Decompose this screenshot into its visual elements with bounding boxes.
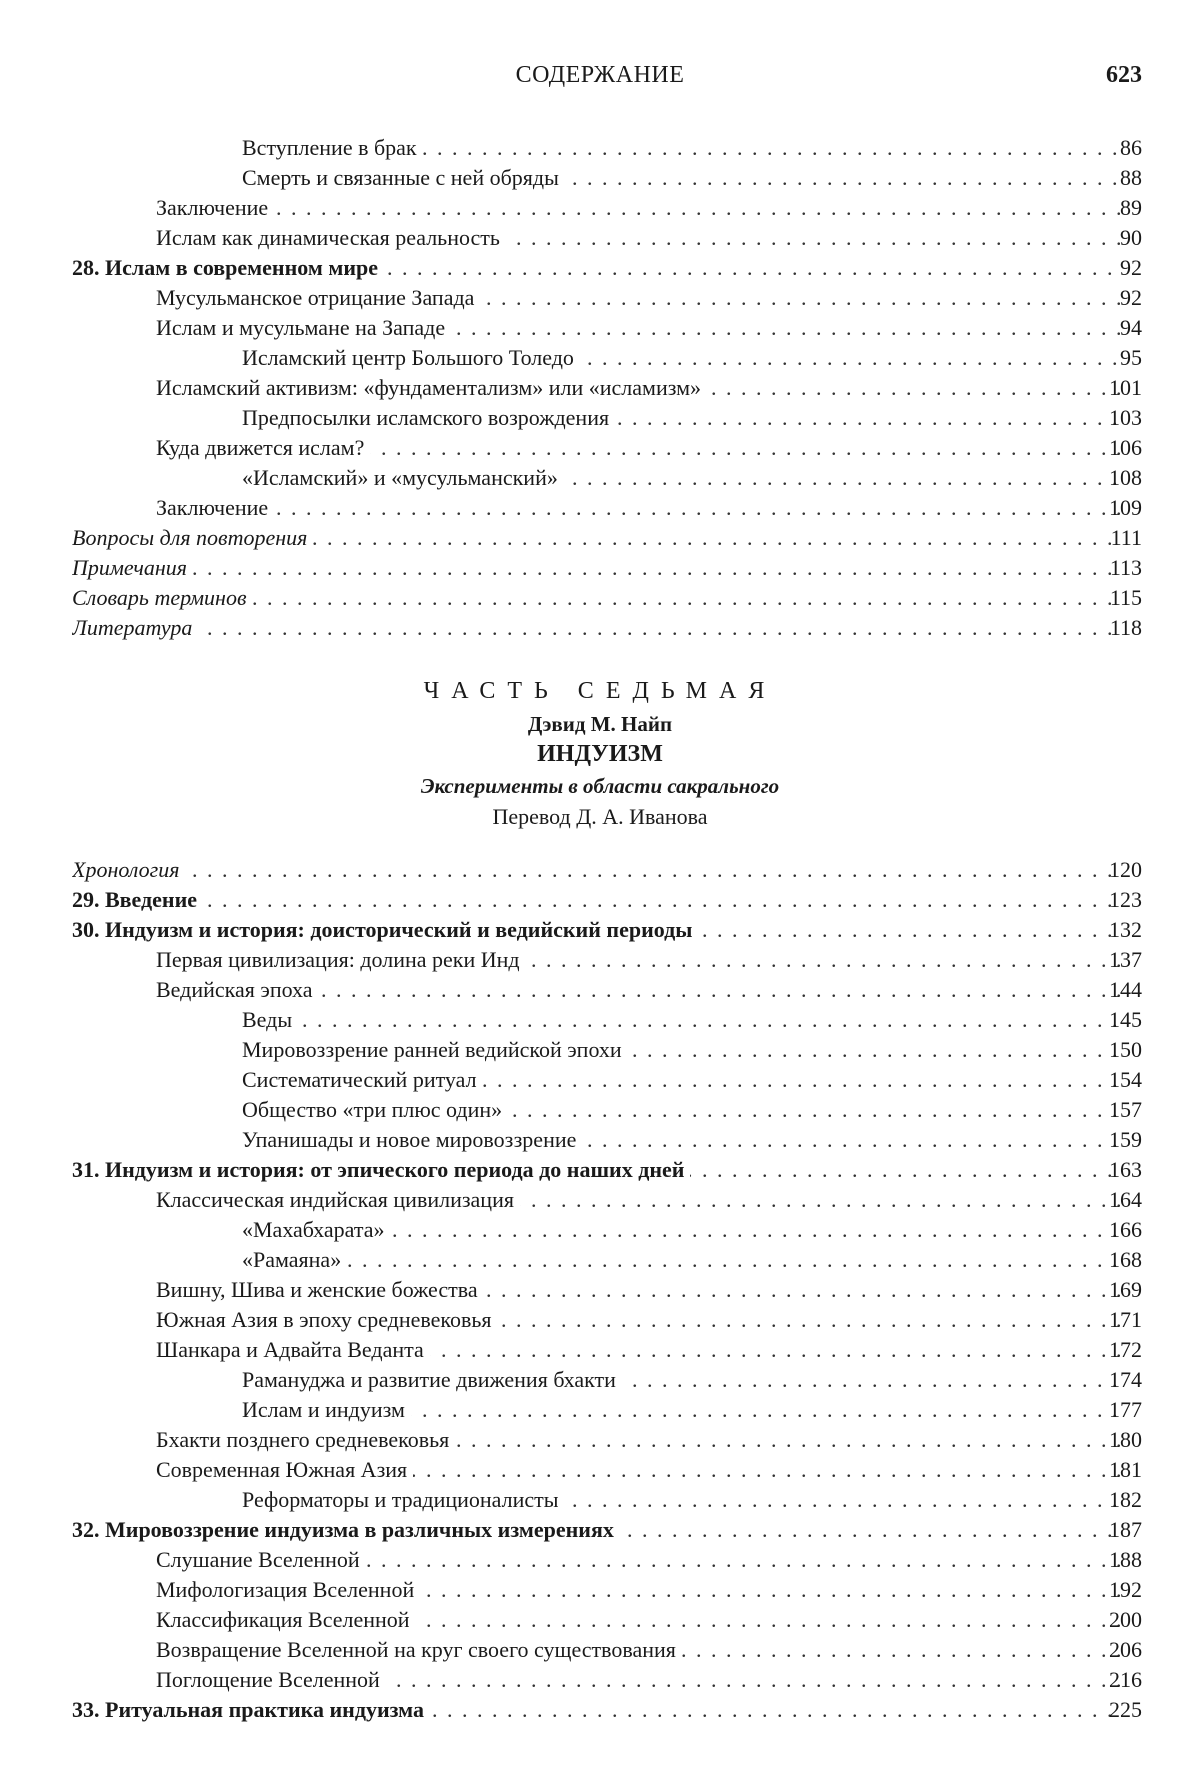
toc-entry-page: 159 — [1109, 1127, 1142, 1152]
toc-entry-leader — [156, 1335, 1120, 1365]
toc-entry-leader — [156, 283, 1120, 313]
toc-entry-title: Ислам и мусульмане на Западе — [156, 315, 451, 340]
toc-entry-page: 92 — [1120, 255, 1142, 280]
toc-entry-title: Заключение — [156, 195, 274, 220]
toc-entry — [0, 193, 1200, 223]
toc-entry-title: Мировоззрение ранней ведийской эпохи — [242, 1037, 628, 1062]
toc-entry-title: Бхакти позднего средневековья — [156, 1427, 455, 1452]
toc-entry-page: 144 — [1109, 977, 1142, 1002]
toc-entry — [0, 1095, 1200, 1125]
toc-entry — [0, 1035, 1200, 1065]
toc-entry — [0, 1695, 1200, 1725]
toc-entry-leader — [242, 1035, 1120, 1065]
toc-entry — [0, 373, 1200, 403]
toc-entry-page: 157 — [1109, 1097, 1142, 1122]
toc-entry-leader — [242, 1215, 1120, 1245]
toc-entry — [0, 1605, 1200, 1635]
toc-entry-title: Ислам как динамическая реальность — [156, 225, 506, 250]
toc-entry — [0, 493, 1200, 523]
toc-entry-page: 181 — [1109, 1457, 1142, 1482]
toc-entry-leader — [72, 1515, 1120, 1545]
toc-entry-title: Предпосылки исламского возрождения — [242, 405, 615, 430]
toc-entry-title: Куда движется ислам? — [156, 435, 370, 460]
part-subtitle: Эксперименты в области сакрального — [420, 774, 780, 798]
toc-entry — [0, 583, 1200, 613]
toc-entry-page: 89 — [1120, 195, 1142, 220]
toc-entry-page: 123 — [1109, 887, 1142, 912]
toc-entry-page: 132 — [1109, 917, 1142, 942]
toc-entry-leader — [156, 223, 1120, 253]
toc-entry-title: 31. Индуизм и история: от эпического периода до наших дней — [72, 1157, 690, 1182]
toc-entry-leader — [156, 1185, 1120, 1215]
toc-entry-page: 180 — [1109, 1427, 1142, 1452]
toc-entry — [0, 855, 1200, 885]
toc-entry-leader — [72, 1155, 1120, 1185]
toc-entry-title: 28. Ислам в современном мире — [72, 255, 384, 280]
toc-entry — [0, 915, 1200, 945]
toc-entry-leader — [72, 613, 1120, 643]
toc-entry — [0, 1425, 1200, 1455]
toc-entry-leader — [156, 493, 1120, 523]
toc-entry-page: 109 — [1109, 495, 1142, 520]
toc-entry-leader — [156, 1545, 1120, 1575]
toc-entry-title: Заключение — [156, 495, 274, 520]
toc-entry-title: Классификация Вселенной — [156, 1607, 416, 1632]
toc-entry — [0, 613, 1200, 643]
toc-entry-leader — [72, 885, 1120, 915]
toc-entry-page: 172 — [1109, 1337, 1142, 1362]
toc-entry — [0, 1065, 1200, 1095]
toc-entry — [0, 1575, 1200, 1605]
toc-entry-page: 168 — [1109, 1247, 1142, 1272]
toc-entry-leader — [242, 1005, 1120, 1035]
toc-entry — [0, 1275, 1200, 1305]
toc-entry-leader — [72, 915, 1120, 945]
toc-entry — [0, 1005, 1200, 1035]
toc-entry-page: 200 — [1109, 1607, 1142, 1632]
toc-entry-page: 206 — [1109, 1637, 1142, 1662]
toc-entry-page: 86 — [1120, 135, 1142, 160]
toc-entry-leader — [72, 583, 1120, 613]
toc-entry-page: 216 — [1109, 1667, 1142, 1692]
toc-list-hinduism — [0, 855, 1200, 1725]
toc-entry — [0, 1515, 1200, 1545]
toc-entry-title: Слушание Вселенной — [156, 1547, 366, 1572]
toc-entry-page: 111 — [1110, 525, 1142, 550]
toc-entry-leader — [72, 253, 1120, 283]
toc-entry-title: Исламский центр Большого Толедо — [242, 345, 580, 370]
toc-entry-page: 145 — [1109, 1007, 1142, 1032]
page-header — [0, 62, 1200, 102]
toc-entry-leader — [156, 945, 1120, 975]
toc-entry-title: Общество «три плюс один» — [242, 1097, 508, 1122]
toc-entry-leader — [156, 1455, 1120, 1485]
toc-entry-leader — [156, 975, 1120, 1005]
toc-entry — [0, 253, 1200, 283]
toc-entry-page: 169 — [1109, 1277, 1142, 1302]
toc-entry-title: Рамануджа и развитие движения бхакти — [242, 1367, 622, 1392]
toc-entry-title: Современная Южная Азия — [156, 1457, 413, 1482]
toc-entry — [0, 283, 1200, 313]
toc-entry-page: 225 — [1109, 1697, 1142, 1722]
toc-entry — [0, 313, 1200, 343]
toc-entry — [0, 1215, 1200, 1245]
toc-entry-title: Возвращение Вселенной на круг своего существования — [156, 1637, 682, 1662]
toc-entry-leader — [242, 463, 1120, 493]
toc-entry-page: 166 — [1109, 1217, 1142, 1242]
toc-entry — [0, 1455, 1200, 1485]
toc-entry — [0, 403, 1200, 433]
toc-entry — [0, 1365, 1200, 1395]
toc-entry-title: Первая цивилизация: долина реки Инд — [156, 947, 526, 972]
toc-entry — [0, 1155, 1200, 1185]
toc-entry-title: Исламский активизм: «фундаментализм» или «исламизм» — [156, 375, 707, 400]
toc-entry — [0, 1485, 1200, 1515]
toc-entry — [0, 163, 1200, 193]
toc-entry-leader — [242, 1365, 1120, 1395]
toc-entry-title: 30. Индуизм и история: доисторический и ведийский периоды — [72, 917, 698, 942]
toc-entry-page: 150 — [1109, 1037, 1142, 1062]
toc-entry — [0, 1185, 1200, 1215]
toc-entry-page: 95 — [1120, 345, 1142, 370]
toc-entry-page: 113 — [1109, 555, 1142, 580]
toc-entry-title: 32. Мировоззрение индуизма в различных измерениях — [72, 1517, 620, 1542]
toc-entry-leader — [72, 553, 1120, 583]
toc-entry-leader — [156, 1665, 1120, 1695]
toc-entry-leader — [156, 1635, 1120, 1665]
toc-entry-leader — [242, 1395, 1120, 1425]
toc-entry-page: 103 — [1109, 405, 1142, 430]
toc-entry-leader — [156, 1575, 1120, 1605]
toc-entry-title: Смерть и связанные с ней обряды — [242, 165, 565, 190]
toc-entry — [0, 1245, 1200, 1275]
toc-entry-page: 163 — [1109, 1157, 1142, 1182]
toc-entry-title: Вопросы для повторения — [72, 525, 313, 550]
toc-entry-page: 164 — [1109, 1187, 1142, 1212]
toc-entry-page: 188 — [1109, 1547, 1142, 1572]
toc-entry-title: Мусульманское отрицание Запада — [156, 285, 480, 310]
toc-entry — [0, 975, 1200, 1005]
toc-entry-leader — [242, 133, 1120, 163]
toc-entry-title: 33. Ритуальная практика индуизма — [72, 1697, 430, 1722]
toc-entry-page: 120 — [1109, 857, 1142, 882]
toc-entry-title: Поглощение Вселенной — [156, 1667, 386, 1692]
toc-entry-title: «Исламский» и «мусульманский» — [242, 465, 564, 490]
toc-entry-title: Мифологизация Вселенной — [156, 1577, 420, 1602]
toc-entry-title: Классическая индийская цивилизация — [156, 1187, 520, 1212]
toc-entry-page: 90 — [1120, 225, 1142, 250]
toc-entry — [0, 223, 1200, 253]
toc-entry-title: Шанкара и Адвайта Веданта — [156, 1337, 430, 1362]
toc-entry — [0, 1305, 1200, 1335]
toc-entry-leader — [156, 1425, 1120, 1455]
toc-entry-page: 88 — [1120, 165, 1142, 190]
toc-entry-title: Систематический ритуал — [242, 1067, 483, 1092]
toc-entry — [0, 1545, 1200, 1575]
toc-entry — [0, 1665, 1200, 1695]
toc-entry-title: Упанишады и новое мировоззрение — [242, 1127, 582, 1152]
toc-entry-page: 182 — [1109, 1487, 1142, 1512]
toc-entry-page: 106 — [1109, 435, 1142, 460]
toc-entry-leader — [156, 1305, 1120, 1335]
toc-entry-page: 118 — [1109, 615, 1142, 640]
page-number: 623 — [1106, 62, 1142, 88]
toc-entry — [0, 523, 1200, 553]
toc-entry-page: 108 — [1109, 465, 1142, 490]
toc-entry-leader — [242, 1065, 1120, 1095]
toc-entry-leader — [242, 163, 1120, 193]
toc-entry-leader — [156, 1605, 1120, 1635]
toc-entry-page: 187 — [1109, 1517, 1142, 1542]
toc-entry-title: 29. Введение — [72, 887, 203, 912]
toc-entry-title: Южная Азия в эпоху средневековья — [156, 1307, 498, 1332]
toc-entry-page: 154 — [1109, 1067, 1142, 1092]
toc-entry-leader — [156, 373, 1120, 403]
toc-entry-leader — [242, 1095, 1120, 1125]
toc-entry-title: «Рамаяна» — [242, 1247, 347, 1272]
toc-entry-leader — [242, 1245, 1120, 1275]
toc-entry-leader — [242, 1485, 1120, 1515]
toc-entry-title: Вступление в брак — [242, 135, 423, 160]
toc-entry — [0, 463, 1200, 493]
running-title: СОДЕРЖАНИЕ — [515, 62, 685, 88]
toc-entry-leader — [242, 343, 1120, 373]
toc-entry-page: 115 — [1109, 585, 1142, 610]
part-translator: Перевод Д. А. Иванова — [492, 804, 708, 829]
toc-entry — [0, 343, 1200, 373]
part-subject: ИНДУИЗМ — [537, 741, 663, 767]
toc-entry-title: Словарь терминов — [72, 585, 253, 610]
toc-entry-title: Литература — [72, 615, 198, 640]
toc-entry-title: «Махабхарата» — [242, 1217, 390, 1242]
toc-entry-leader — [156, 433, 1120, 463]
toc-entry — [0, 1395, 1200, 1425]
toc-entry-page: 192 — [1109, 1577, 1142, 1602]
toc-entry — [0, 553, 1200, 583]
toc-entry — [0, 885, 1200, 915]
toc-entry-leader — [242, 403, 1120, 433]
toc-entry-page: 92 — [1120, 285, 1142, 310]
toc-entry-leader — [242, 1125, 1120, 1155]
toc-entry-title: Ислам и индуизм — [242, 1397, 411, 1422]
toc-entry-page: 177 — [1109, 1397, 1142, 1422]
toc-entry-title: Вишну, Шива и женские божества — [156, 1277, 484, 1302]
toc-entry-leader — [156, 193, 1120, 223]
toc-entry — [0, 1635, 1200, 1665]
toc-entry-leader — [156, 313, 1120, 343]
part-title: ЧАСТЬ СЕДЬМАЯ — [423, 678, 777, 704]
toc-entry-leader — [72, 855, 1120, 885]
toc-entry-title: Ведийская эпоха — [156, 977, 319, 1002]
toc-entry-leader — [72, 1695, 1120, 1725]
toc-entry-page: 171 — [1109, 1307, 1142, 1332]
toc-entry-page: 94 — [1120, 315, 1142, 340]
toc-entry — [0, 945, 1200, 975]
toc-entry-leader — [156, 1275, 1120, 1305]
toc-list-islam — [0, 133, 1200, 643]
toc-entry — [0, 133, 1200, 163]
toc-entry-title: Примечания — [72, 555, 193, 580]
toc-entry-leader — [72, 523, 1120, 553]
toc-entry — [0, 433, 1200, 463]
part-author: Дэвид М. Найп — [527, 712, 673, 736]
toc-entry-page: 137 — [1109, 947, 1142, 972]
toc-entry — [0, 1125, 1200, 1155]
toc-entry — [0, 1335, 1200, 1365]
toc-entry-title: Реформаторы и традиционалисты — [242, 1487, 565, 1512]
toc-entry-title: Хронология — [72, 857, 185, 882]
toc-entry-page: 174 — [1109, 1367, 1142, 1392]
toc-entry-page: 101 — [1109, 375, 1142, 400]
toc-entry-title: Веды — [242, 1007, 298, 1032]
